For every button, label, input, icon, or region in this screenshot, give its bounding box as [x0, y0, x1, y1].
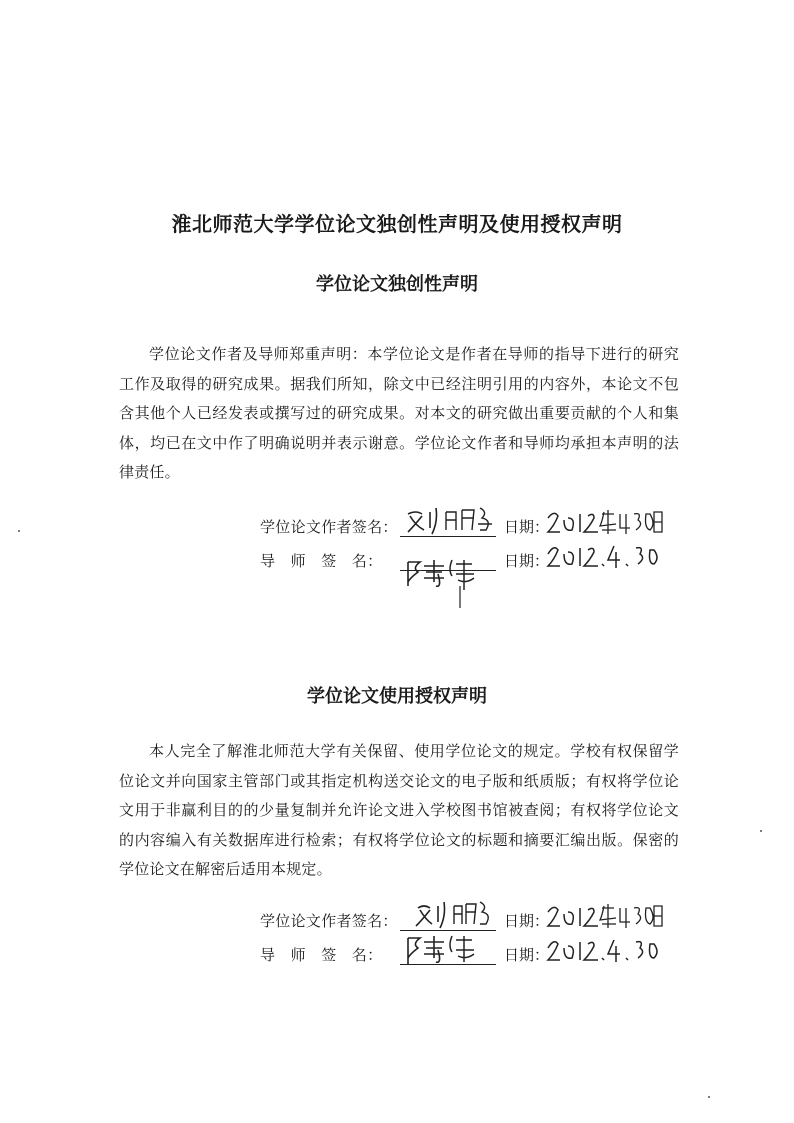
originality-title: 学位论文独创性声明 [316, 274, 478, 295]
supervisor-signature-label: 导 师 签 名： [260, 552, 383, 570]
authorization-body: 本人完全了解淮北师范大学有关保留、使用学位论文的规定。学校有权保留学位论文并向国家主管部门或其指定机构送交论文的电子版和纸质版；有权将学位论文用于非赢利目的的少量复制并允许论文进入学校图书馆被查阅；有权将学位论文的内容编入有关数据库进行检索；有权将学位论文的标题和摘要汇编出版。保密的学位论文在解密后适用本规定。 [119, 742, 679, 878]
supervisor-handwritten-signature [402, 538, 498, 608]
author-signature-label: 学位论文作者签名： [260, 912, 398, 930]
author-handwritten-signature [402, 898, 498, 932]
scan-speck [760, 830, 762, 832]
originality-body: 学位论文作者及导师郑重声明：本学位论文是作者在导师的指导下进行的研究工作及取得的研究成果。据我们所知，除文中已经注明引用的内容外，本论文不包含其他个人已经发表或撰写过的研究成果。对本文的研究做出重要贡献的个人和集体，均已在文中作了明确说明并表示谢意。学位论文作者和导师均承担本声明的法律责任。 [119, 345, 679, 481]
author-handwritten-date [544, 900, 664, 932]
supervisor-signature-label: 导 师 签 名： [260, 946, 383, 964]
scan-speck [708, 1096, 710, 1098]
author-signature-label: 学位论文作者签名： [260, 518, 398, 536]
authorization-title: 学位论文使用授权声明 [307, 686, 487, 707]
document-title: 淮北师范大学学位论文独创性声明及使用授权声明 [171, 212, 623, 236]
author-handwritten-date [544, 506, 664, 538]
supervisor-handwritten-date [544, 934, 664, 966]
supervisor-date-label: 日期： [504, 946, 550, 964]
author-date-label: 日期： [504, 912, 550, 930]
supervisor-date-label: 日期： [504, 552, 550, 570]
author-handwritten-signature [402, 504, 498, 538]
scan-speck [18, 530, 20, 532]
author-date-label: 日期： [504, 518, 550, 536]
supervisor-handwritten-date [544, 540, 664, 572]
supervisor-handwritten-signature [402, 932, 498, 966]
